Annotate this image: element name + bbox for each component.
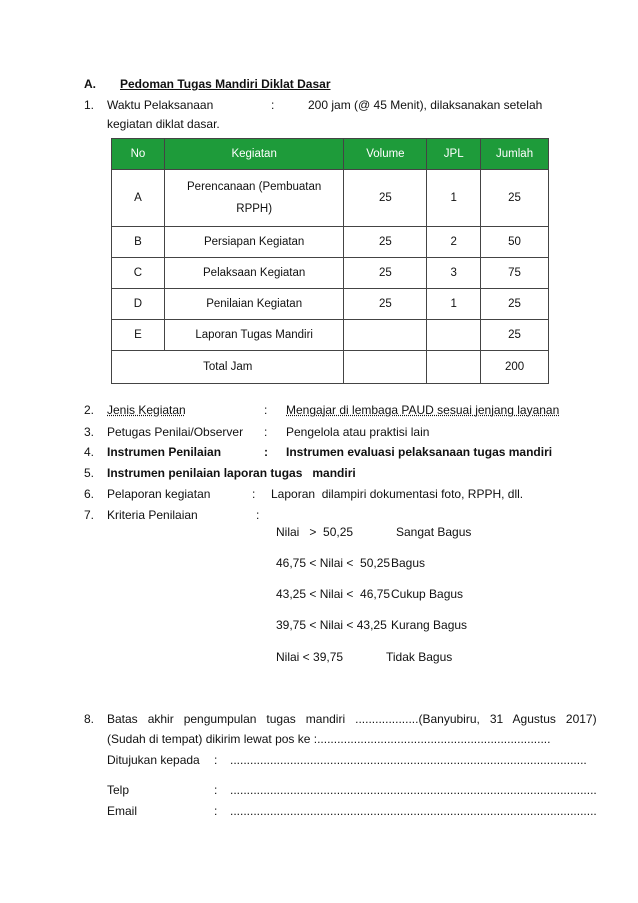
item-6-colon: : <box>252 487 256 501</box>
total-empty-volume <box>344 351 427 384</box>
item-8-number: 8. <box>84 712 95 726</box>
item-3-value: Pengelola atau praktisi lain <box>286 425 430 439</box>
item-8-delivery: (Sudah di tempat) dikirim lewat pos ke :...................................................................... <box>107 732 551 746</box>
cell-volume <box>344 320 427 351</box>
cell-volume: 25 <box>344 258 427 289</box>
table-row <box>112 170 549 227</box>
cell-jumlah: 75 <box>481 258 549 289</box>
cell-jpl <box>427 320 481 351</box>
cell-jumlah: 25 <box>481 170 549 227</box>
field-phone-colon: : <box>214 783 218 797</box>
field-phone-dots: .............................................................................................................. <box>230 783 597 797</box>
field-email-dots: .............................................................................................................. <box>230 804 597 818</box>
cell-jpl: 1 <box>427 170 481 227</box>
section-title: Pedoman Tugas Mandiri Diklat Dasar <box>120 77 331 91</box>
table-total-row <box>112 351 549 384</box>
criteria-range: 43,25 < Nilai < 46,75 <box>276 587 391 601</box>
item-4-value: Instrumen evaluasi pelaksanaan tugas mandiri <box>286 445 553 459</box>
header-jpl: JPL <box>427 139 481 170</box>
criteria-range: 46,75 < Nilai < 50,25 <box>276 556 391 570</box>
item-2-label: Jenis Kegiatan <box>107 403 186 417</box>
section-letter: A. <box>84 77 96 91</box>
field-recipient-label: Ditujukan kepada <box>107 753 200 767</box>
total-empty-jpl <box>427 351 481 384</box>
cell-no: C <box>112 258 165 289</box>
table-header-row <box>112 139 549 170</box>
item-7-colon: : <box>256 508 260 522</box>
item-4-label: Instrumen Penilaian <box>107 445 222 459</box>
item-1-text-continued: kegiatan diklat dasar. <box>107 117 220 131</box>
total-label: Total Jam <box>112 351 344 384</box>
cell-kegiatan-text: Perencanaan (Pembuatan RPPH) <box>187 181 322 215</box>
field-recipient-colon: : <box>214 753 218 767</box>
item-3-number: 3. <box>84 425 95 439</box>
table-row <box>112 227 549 258</box>
cell-kegiatan <box>164 170 344 227</box>
cell-kegiatan: Penilaian Kegiatan <box>164 289 344 320</box>
criteria-range: Nilai > 50,25 <box>276 525 354 539</box>
field-phone-label: Telp <box>107 783 130 797</box>
criteria-range: Nilai < 39,75 <box>276 650 344 664</box>
item-1-colon: : <box>271 98 275 112</box>
header-jumlah: Jumlah <box>481 139 549 170</box>
criteria-grade: Kurang Bagus <box>391 618 468 632</box>
criteria-grade: Sangat Bagus <box>396 525 472 539</box>
cell-jpl: 2 <box>427 227 481 258</box>
item-1-label: Waktu Pelaksanaan <box>107 98 214 112</box>
header-kegiatan: Kegiatan <box>164 139 344 170</box>
item-2-value: Mengajar di lembaga PAUD sesuai jenjang layanan <box>286 403 560 417</box>
field-recipient-dots: ........................................................................................................... <box>230 753 587 767</box>
table-row <box>112 320 549 351</box>
activity-table <box>111 138 549 384</box>
cell-no: D <box>112 289 165 320</box>
cell-volume: 25 <box>344 227 427 258</box>
item-6-label: Pelaporan kegiatan <box>107 487 211 501</box>
field-email-colon: : <box>214 804 218 818</box>
item-3-label: Petugas Penilai/Observer <box>107 425 244 439</box>
item-1-number: 1. <box>84 98 95 112</box>
table-row <box>112 258 549 289</box>
item-7-number: 7. <box>84 508 95 522</box>
field-email-label: Email <box>107 804 138 818</box>
cell-jumlah: 25 <box>481 289 549 320</box>
cell-kegiatan: Laporan Tugas Mandiri <box>164 320 344 351</box>
item-6-number: 6. <box>84 487 95 501</box>
header-volume: Volume <box>344 139 427 170</box>
cell-jumlah: 25 <box>481 320 549 351</box>
total-value: 200 <box>481 351 549 384</box>
item-1-text: 200 jam (@ 45 Menit), dilaksanakan setelah <box>308 98 543 112</box>
item-8-deadline: Batas akhir pengumpulan tugas mandiri ...................(Banyubiru, 31 Agustus 2017) <box>107 712 597 726</box>
item-4-number: 4. <box>84 445 95 459</box>
item-3-colon: : <box>264 425 268 439</box>
criteria-grade: Cukup Bagus <box>391 587 464 601</box>
cell-no: B <box>112 227 165 258</box>
cell-no: A <box>112 170 165 227</box>
criteria-grade: Bagus <box>391 556 426 570</box>
cell-jpl: 3 <box>427 258 481 289</box>
criteria-grade: Tidak Bagus <box>386 650 453 664</box>
cell-jumlah: 50 <box>481 227 549 258</box>
cell-volume: 25 <box>344 289 427 320</box>
cell-kegiatan: Persiapan Kegiatan <box>164 227 344 258</box>
item-4-colon: : <box>264 445 268 459</box>
item-7-label: Kriteria Penilaian <box>107 508 198 522</box>
item-6-value: Laporan dilampiri dokumentasi foto, RPPH, dll. <box>271 487 524 501</box>
item-2-colon: : <box>264 403 268 417</box>
cell-volume: 25 <box>344 170 427 227</box>
header-no: No <box>112 139 165 170</box>
criteria-range: 39,75 < Nilai < 43,25 <box>276 618 387 632</box>
item-5-number: 5. <box>84 466 95 480</box>
table-row <box>112 289 549 320</box>
item-5-label: Instrumen penilaian laporan tugas mandiri <box>107 466 356 480</box>
cell-no: E <box>112 320 165 351</box>
cell-jpl: 1 <box>427 289 481 320</box>
item-2-number: 2. <box>84 403 95 417</box>
cell-kegiatan: Pelaksaan Kegiatan <box>164 258 344 289</box>
